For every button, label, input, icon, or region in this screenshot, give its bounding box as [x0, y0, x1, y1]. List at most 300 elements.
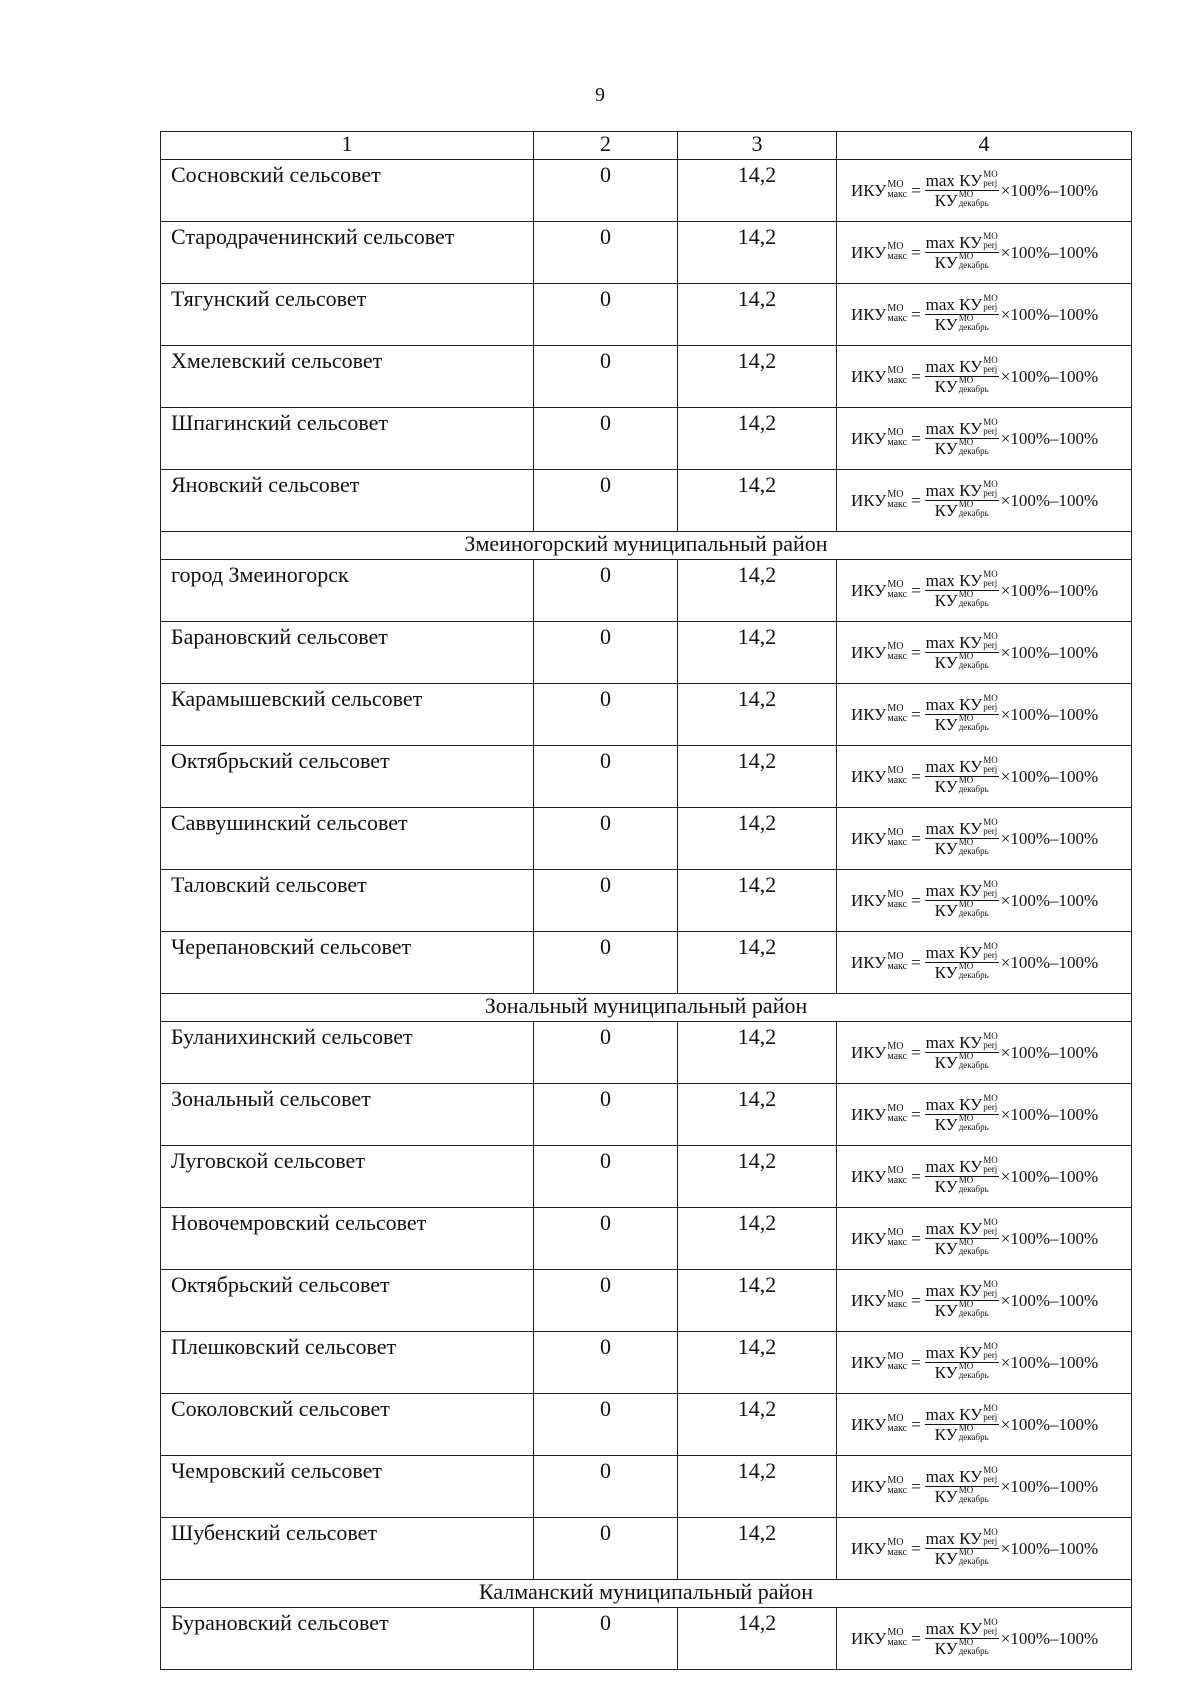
formula-fraction	[925, 1465, 999, 1506]
index-formula	[837, 879, 1131, 920]
formula-equals: =	[911, 1291, 921, 1310]
formula-lhs-sub: макс	[887, 1484, 908, 1496]
formula-den-sup: МО	[958, 1423, 974, 1433]
index-formula	[837, 169, 1131, 210]
col2-value: 0	[534, 684, 678, 746]
col3-value: 14,2	[678, 808, 837, 870]
col2-value: 0	[534, 1208, 678, 1270]
formula-den-sup: МО	[958, 899, 974, 909]
formula-num-sub: perj	[983, 1412, 998, 1422]
formula-tail: ×100%–100%	[1000, 305, 1099, 324]
formula-cell	[837, 284, 1132, 346]
formula-lhs-sup: МО	[887, 240, 904, 252]
formula-lhs-sub: макс	[887, 1422, 908, 1434]
col2-value: 0	[534, 470, 678, 532]
formula-lhs-sub: макс	[887, 1174, 908, 1186]
formula-fraction	[925, 293, 999, 334]
index-formula	[837, 1403, 1131, 1444]
formula-cell	[837, 1394, 1132, 1456]
formula-num-sub: perj	[983, 640, 998, 650]
formula-num-sup: МО	[983, 293, 998, 303]
formula-fraction	[925, 569, 999, 610]
formula-cell	[837, 746, 1132, 808]
formula-cell	[837, 622, 1132, 684]
formula-num-base: max КУ	[925, 1343, 983, 1362]
formula-lhs	[851, 578, 908, 600]
formula-num-sub: perj	[983, 826, 998, 836]
municipality-name: Октябрьский сельсовет	[161, 1270, 534, 1332]
index-formula	[837, 1527, 1131, 1568]
formula-num-base: max КУ	[925, 1405, 983, 1424]
formula-equals: =	[911, 643, 921, 662]
formula-den-base: КУ	[934, 1177, 958, 1196]
formula-denominator	[935, 1053, 989, 1071]
formula-equals: =	[911, 581, 921, 600]
index-formula	[837, 941, 1131, 982]
formula-lhs-base: ИКУ	[851, 890, 887, 910]
formula-den-sup: МО	[958, 1175, 974, 1185]
formula-lhs-sup: МО	[887, 764, 904, 776]
formula-tail: ×100%–100%	[1000, 1043, 1099, 1062]
formula-cell	[837, 1332, 1132, 1394]
formula-lhs-sub: макс	[887, 1298, 908, 1310]
formula-num-sup: МО	[983, 1217, 998, 1227]
formula-lhs-base: ИКУ	[851, 1628, 887, 1648]
formula-num-sup: МО	[983, 1617, 998, 1627]
formula-den-sub: декабрь	[958, 722, 989, 732]
formula-lhs-sup: МО	[887, 364, 904, 376]
col3-value: 14,2	[678, 622, 837, 684]
formula-lhs	[851, 426, 908, 448]
formula-lhs-sup: МО	[887, 702, 904, 714]
table-row	[161, 408, 1132, 470]
formula-den-sup: МО	[958, 837, 974, 847]
formula-num-base: max КУ	[925, 357, 983, 376]
header-cell-3: 3	[678, 132, 837, 160]
formula-den-base: КУ	[934, 715, 958, 734]
tariff-table	[160, 131, 1132, 1670]
formula-denominator	[935, 315, 989, 333]
formula-lhs-sub: макс	[887, 898, 908, 910]
formula-lhs-sup: МО	[887, 1288, 904, 1300]
formula-lhs-base: ИКУ	[851, 366, 887, 386]
formula-lhs-base: ИКУ	[851, 1166, 887, 1186]
table-row	[161, 1208, 1132, 1270]
formula-lhs-sub: макс	[887, 312, 908, 324]
formula-equals: =	[911, 767, 921, 786]
formula-lhs	[851, 950, 908, 972]
formula-lhs-sup: МО	[887, 488, 904, 500]
formula-den-sub: декабрь	[958, 1432, 989, 1442]
formula-lhs-sup: МО	[887, 578, 904, 590]
table-row	[161, 1518, 1132, 1580]
formula-den-base: КУ	[934, 1363, 958, 1382]
formula-den-sup: МО	[958, 375, 974, 385]
formula-den-sup: МО	[958, 1237, 974, 1247]
formula-tail: ×100%–100%	[1000, 581, 1099, 600]
formula-num-base: max КУ	[925, 1529, 983, 1548]
formula-num-base: max КУ	[925, 1033, 983, 1052]
formula-num-base: max КУ	[925, 419, 983, 438]
district-name: Зональный муниципальный район	[161, 994, 1132, 1022]
formula-lhs-sup: МО	[887, 1226, 904, 1238]
formula-cell	[837, 1084, 1132, 1146]
table-row	[161, 1394, 1132, 1456]
formula-lhs-base: ИКУ	[851, 490, 887, 510]
formula-lhs	[851, 1164, 908, 1186]
col2-value: 0	[534, 746, 678, 808]
formula-num-sub: perj	[983, 240, 998, 250]
formula-equals: =	[911, 1415, 921, 1434]
formula-fraction	[925, 479, 999, 520]
col3-value: 14,2	[678, 870, 837, 932]
formula-num-sub: perj	[983, 1536, 998, 1546]
formula-equals: =	[911, 1477, 921, 1496]
formula-den-sup: МО	[958, 1051, 974, 1061]
formula-lhs-sub: макс	[887, 1360, 908, 1372]
formula-lhs	[851, 702, 908, 724]
formula-tail: ×100%–100%	[1000, 1415, 1099, 1434]
col3-value: 14,2	[678, 932, 837, 994]
index-formula	[837, 293, 1131, 334]
formula-num-sub: perj	[983, 764, 998, 774]
index-formula	[837, 817, 1131, 858]
formula-den-base: КУ	[934, 1239, 958, 1258]
formula-cell	[837, 470, 1132, 532]
formula-num-sup: МО	[983, 1031, 998, 1041]
formula-lhs-sub: макс	[887, 1546, 908, 1558]
col3-value: 14,2	[678, 408, 837, 470]
formula-cell	[837, 932, 1132, 994]
formula-cell	[837, 222, 1132, 284]
formula-den-base: КУ	[934, 1487, 958, 1506]
formula-lhs	[851, 888, 908, 910]
formula-num-base: max КУ	[925, 943, 983, 962]
col3-value: 14,2	[678, 684, 837, 746]
formula-num-base: max КУ	[925, 233, 983, 252]
formula-fraction	[925, 1093, 999, 1134]
formula-cell	[837, 1518, 1132, 1580]
formula-num-sup: МО	[983, 1403, 998, 1413]
formula-lhs-sup: МО	[887, 1164, 904, 1176]
formula-den-base: КУ	[934, 1115, 958, 1134]
formula-equals: =	[911, 953, 921, 972]
col2-value: 0	[534, 1394, 678, 1456]
formula-cell	[837, 684, 1132, 746]
formula-fraction	[925, 1527, 999, 1568]
formula-num-sub: perj	[983, 426, 998, 436]
formula-num-sup: МО	[983, 817, 998, 827]
formula-den-sup: МО	[958, 775, 974, 785]
formula-lhs-sub: макс	[887, 1050, 908, 1062]
col2-value: 0	[534, 1022, 678, 1084]
formula-num-base: max КУ	[925, 1219, 983, 1238]
col3-value: 14,2	[678, 1146, 837, 1208]
formula-lhs-sup: МО	[887, 426, 904, 438]
formula-equals: =	[911, 367, 921, 386]
formula-lhs-base: ИКУ	[851, 952, 887, 972]
formula-num-sup: МО	[983, 355, 998, 365]
formula-tail: ×100%–100%	[1000, 367, 1099, 386]
formula-num-base: max КУ	[925, 571, 983, 590]
formula-lhs	[851, 1412, 908, 1434]
formula-lhs	[851, 1288, 908, 1310]
formula-num-sub: perj	[983, 1226, 998, 1236]
formula-num-sup: МО	[983, 1279, 998, 1289]
formula-den-sub: декабрь	[958, 1556, 989, 1566]
formula-lhs-base: ИКУ	[851, 1228, 887, 1248]
formula-cell	[837, 160, 1132, 222]
formula-lhs	[851, 640, 908, 662]
table-body	[161, 132, 1132, 1670]
formula-tail: ×100%–100%	[1000, 1629, 1099, 1648]
col3-value: 14,2	[678, 1270, 837, 1332]
formula-lhs-sup: МО	[887, 1412, 904, 1424]
formula-tail: ×100%–100%	[1000, 767, 1099, 786]
formula-tail: ×100%–100%	[1000, 243, 1099, 262]
municipality-name: Саввушинский сельсовет	[161, 808, 534, 870]
formula-den-sup: МО	[958, 713, 974, 723]
formula-equals: =	[911, 891, 921, 910]
formula-lhs-sub: макс	[887, 1112, 908, 1124]
formula-num-sub: perj	[983, 302, 998, 312]
formula-denominator	[935, 1425, 989, 1443]
formula-cell	[837, 870, 1132, 932]
formula-equals: =	[911, 1539, 921, 1558]
formula-den-base: КУ	[934, 1425, 958, 1444]
formula-denominator	[935, 1639, 989, 1657]
formula-num-base: max КУ	[925, 819, 983, 838]
formula-denominator	[935, 715, 989, 733]
formula-denominator	[935, 253, 989, 271]
formula-den-sup: МО	[958, 499, 974, 509]
formula-den-sub: декабрь	[958, 1308, 989, 1318]
formula-denominator	[935, 839, 989, 857]
table-row	[161, 1022, 1132, 1084]
formula-fraction	[925, 631, 999, 672]
formula-den-sub: декабрь	[958, 1646, 989, 1656]
formula-lhs	[851, 364, 908, 386]
formula-den-base: КУ	[934, 439, 958, 458]
municipality-name: Барановский сельсовет	[161, 622, 534, 684]
formula-lhs-sub: макс	[887, 374, 908, 386]
municipality-name: Буланихинский сельсовет	[161, 1022, 534, 1084]
formula-lhs	[851, 1102, 908, 1124]
formula-cell	[837, 1608, 1132, 1670]
formula-den-base: КУ	[934, 1053, 958, 1072]
formula-lhs-sub: макс	[887, 774, 908, 786]
formula-lhs	[851, 764, 908, 786]
formula-den-base: КУ	[934, 315, 958, 334]
table-row	[161, 932, 1132, 994]
col3-value: 14,2	[678, 1394, 837, 1456]
col3-value: 14,2	[678, 1208, 837, 1270]
formula-den-base: КУ	[934, 1301, 958, 1320]
formula-equals: =	[911, 1353, 921, 1372]
municipality-name: Сосновский сельсовет	[161, 160, 534, 222]
formula-den-sub: декабрь	[958, 198, 989, 208]
formula-num-sub: perj	[983, 702, 998, 712]
col3-value: 14,2	[678, 1084, 837, 1146]
municipality-name: Хмелевский сельсовет	[161, 346, 534, 408]
formula-lhs-base: ИКУ	[851, 828, 887, 848]
col3-value: 14,2	[678, 346, 837, 408]
formula-den-sup: МО	[958, 313, 974, 323]
formula-fraction	[925, 355, 999, 396]
col3-value: 14,2	[678, 1456, 837, 1518]
district-header-row	[161, 1580, 1132, 1608]
formula-fraction	[925, 1617, 999, 1658]
municipality-name: Карамышевский сельсовет	[161, 684, 534, 746]
formula-tail: ×100%–100%	[1000, 1167, 1099, 1186]
formula-den-sup: МО	[958, 589, 974, 599]
formula-den-base: КУ	[934, 777, 958, 796]
formula-den-sup: МО	[958, 1637, 974, 1647]
formula-lhs-base: ИКУ	[851, 766, 887, 786]
formula-tail: ×100%–100%	[1000, 1291, 1099, 1310]
formula-lhs	[851, 1226, 908, 1248]
formula-lhs-sup: МО	[887, 1626, 904, 1638]
formula-fraction	[925, 693, 999, 734]
district-header-row	[161, 532, 1132, 560]
formula-cell	[837, 408, 1132, 470]
col3-value: 14,2	[678, 222, 837, 284]
col3-value: 14,2	[678, 470, 837, 532]
table-row	[161, 684, 1132, 746]
col2-value: 0	[534, 808, 678, 870]
col2-value: 0	[534, 284, 678, 346]
index-formula	[837, 755, 1131, 796]
index-formula	[837, 1465, 1131, 1506]
formula-denominator	[935, 1301, 989, 1319]
formula-lhs-sub: макс	[887, 1636, 908, 1648]
formula-lhs	[851, 1350, 908, 1372]
municipality-name: Плешковский сельсовет	[161, 1332, 534, 1394]
municipality-name: Стародраченинский сельсовет	[161, 222, 534, 284]
formula-fraction	[925, 755, 999, 796]
formula-num-sub: perj	[983, 1164, 998, 1174]
formula-den-sup: МО	[958, 1299, 974, 1309]
formula-fraction	[925, 1403, 999, 1444]
formula-num-base: max КУ	[925, 1467, 983, 1486]
formula-num-base: max КУ	[925, 881, 983, 900]
formula-den-base: КУ	[934, 501, 958, 520]
formula-tail: ×100%–100%	[1000, 1229, 1099, 1248]
formula-den-sub: декабрь	[958, 970, 989, 980]
col2-value: 0	[534, 1270, 678, 1332]
formula-cell	[837, 560, 1132, 622]
formula-den-sub: декабрь	[958, 1184, 989, 1194]
formula-equals: =	[911, 1105, 921, 1124]
table-row	[161, 1456, 1132, 1518]
formula-lhs-sup: МО	[887, 826, 904, 838]
formula-denominator	[935, 1487, 989, 1505]
formula-lhs-base: ИКУ	[851, 180, 887, 200]
formula-cell	[837, 808, 1132, 870]
formula-den-sub: декабрь	[958, 508, 989, 518]
municipality-name: Яновский сельсовет	[161, 470, 534, 532]
formula-num-base: max КУ	[925, 1281, 983, 1300]
col3-value: 14,2	[678, 1332, 837, 1394]
formula-lhs-base: ИКУ	[851, 1290, 887, 1310]
municipality-name: Шпагинский сельсовет	[161, 408, 534, 470]
index-formula	[837, 1279, 1131, 1320]
formula-den-sup: МО	[958, 1485, 974, 1495]
municipality-name: город Змеиногорск	[161, 560, 534, 622]
formula-den-sub: декабрь	[958, 322, 989, 332]
formula-lhs-base: ИКУ	[851, 1352, 887, 1372]
formula-den-base: КУ	[934, 253, 958, 272]
formula-den-sub: декабрь	[958, 446, 989, 456]
formula-den-sup: МО	[958, 961, 974, 971]
formula-den-sub: декабрь	[958, 660, 989, 670]
formula-tail: ×100%–100%	[1000, 491, 1099, 510]
formula-lhs-sub: макс	[887, 250, 908, 262]
formula-lhs-base: ИКУ	[851, 1104, 887, 1124]
formula-cell	[837, 1146, 1132, 1208]
col2-value: 0	[534, 1332, 678, 1394]
formula-lhs	[851, 178, 908, 200]
formula-num-base: max КУ	[925, 1095, 983, 1114]
formula-denominator	[935, 1549, 989, 1567]
formula-den-sub: декабрь	[958, 1494, 989, 1504]
formula-den-base: КУ	[934, 1549, 958, 1568]
formula-cell	[837, 346, 1132, 408]
formula-num-base: max КУ	[925, 633, 983, 652]
formula-num-sup: МО	[983, 1465, 998, 1475]
formula-fraction	[925, 1031, 999, 1072]
formula-lhs-sub: макс	[887, 436, 908, 448]
formula-tail: ×100%–100%	[1000, 1539, 1099, 1558]
formula-denominator	[935, 901, 989, 919]
formula-num-sub: perj	[983, 178, 998, 188]
formula-fraction	[925, 231, 999, 272]
formula-num-sub: perj	[983, 888, 998, 898]
formula-num-sub: perj	[983, 1350, 998, 1360]
table-row	[161, 622, 1132, 684]
formula-lhs-sup: МО	[887, 302, 904, 314]
formula-lhs	[851, 1626, 908, 1648]
header-cell-2: 2	[534, 132, 678, 160]
formula-den-sup: МО	[958, 251, 974, 261]
district-header-row	[161, 994, 1132, 1022]
formula-lhs	[851, 1474, 908, 1496]
formula-lhs-sub: макс	[887, 1236, 908, 1248]
formula-lhs-base: ИКУ	[851, 1538, 887, 1558]
formula-num-base: max КУ	[925, 1619, 983, 1638]
formula-den-base: КУ	[934, 653, 958, 672]
col3-value: 14,2	[678, 1518, 837, 1580]
formula-denominator	[935, 501, 989, 519]
page-number: 9	[595, 84, 605, 106]
formula-denominator	[935, 963, 989, 981]
formula-num-sub: perj	[983, 950, 998, 960]
formula-num-sup: МО	[983, 1527, 998, 1537]
col2-value: 0	[534, 160, 678, 222]
formula-num-base: max КУ	[925, 481, 983, 500]
formula-den-base: КУ	[934, 901, 958, 920]
formula-den-sup: МО	[958, 1547, 974, 1557]
formula-lhs-base: ИКУ	[851, 642, 887, 662]
formula-lhs-sup: МО	[887, 1350, 904, 1362]
formula-lhs	[851, 1040, 908, 1062]
municipality-name: Черепановский сельсовет	[161, 932, 534, 994]
formula-den-sub: декабрь	[958, 846, 989, 856]
formula-fraction	[925, 1279, 999, 1320]
formula-lhs-base: ИКУ	[851, 1042, 887, 1062]
index-formula	[837, 479, 1131, 520]
formula-cell	[837, 1456, 1132, 1518]
